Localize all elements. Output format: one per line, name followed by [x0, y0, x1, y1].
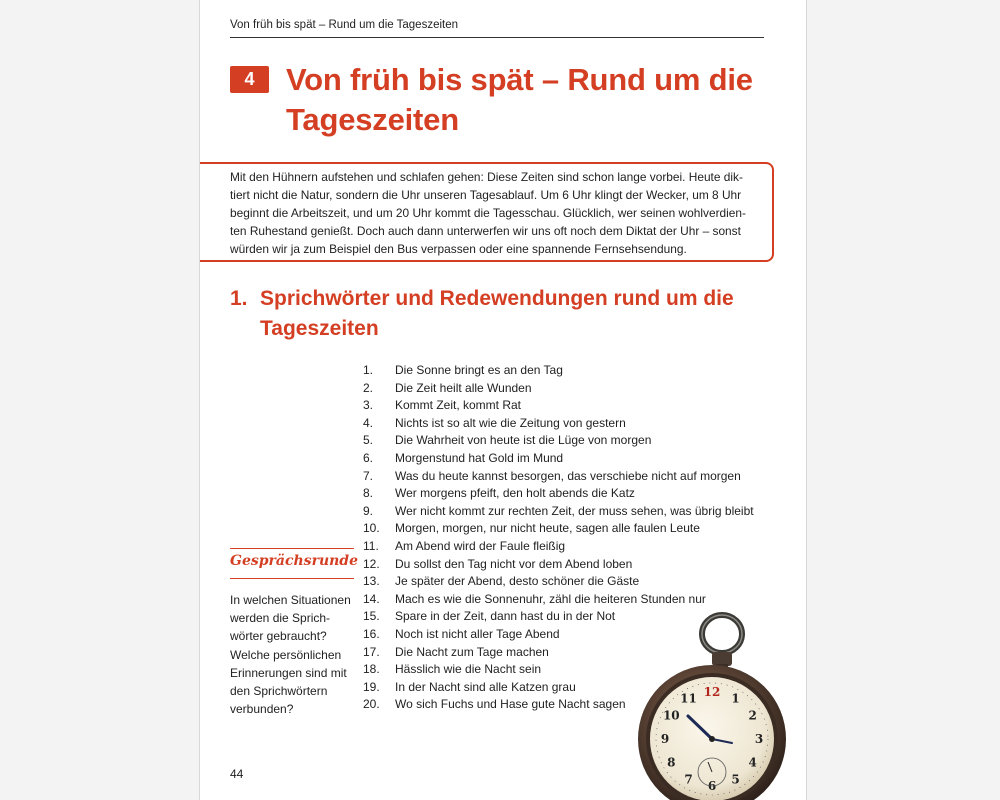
book-page	[199, 0, 807, 800]
list-item	[363, 538, 783, 556]
item-text: Morgen, morgen, nur nicht heute, sagen alle faulen Leute	[395, 521, 700, 536]
list-item	[363, 520, 783, 538]
intro-line: tiert nicht die Natur, sondern die Uhr unseren Tagesablauf. Um 6 Uhr klingt der Wecker, um 8 Uhr	[230, 188, 742, 202]
item-text: Je später der Abend, desto schöner die Gäste	[395, 574, 640, 589]
list-item	[363, 450, 783, 468]
item-text: Die Nacht zum Tage machen	[395, 644, 549, 659]
running-header: Von früh bis spät – Rund um die Tageszeiten	[230, 19, 459, 31]
sidebar-line: Welche persönlichen	[230, 647, 342, 662]
item-number: 9.	[363, 503, 374, 518]
item-text: Kommt Zeit, kommt Rat	[395, 398, 522, 413]
list-item	[363, 485, 783, 503]
dial-numeral: 10	[662, 708, 680, 723]
item-text: Was du heute kannst besorgen, das verschiebe nicht auf morgen	[395, 468, 741, 483]
item-number: 16.	[363, 626, 380, 641]
dial-numeral: 7	[684, 772, 693, 787]
item-text: Hässlich wie die Nacht sein	[395, 662, 542, 677]
chapter-number-badge: 4	[230, 66, 269, 93]
item-text: Wo sich Fuchs und Hase gute Nacht sagen	[395, 697, 626, 712]
dial-numeral: 12	[703, 685, 721, 699]
item-number: 10.	[363, 521, 380, 536]
intro-text	[230, 168, 765, 258]
dial-numeral: 1	[731, 691, 740, 706]
item-text: Wer nicht kommt zur rechten Zeit, der muss sehen, was übrig bleibt	[395, 503, 754, 518]
dial-numeral: 11	[680, 691, 697, 706]
item-number: 5.	[363, 433, 374, 448]
item-number: 2.	[363, 380, 374, 395]
watch-center-pin	[709, 736, 715, 742]
item-number: 1.	[363, 363, 374, 377]
intro-line: Mit den Hühnern aufstehen und schlafen gehen: Diese Zeiten sind schon lange vorbei. Heute dik-	[230, 170, 743, 184]
item-text: Nichts ist so alt wie die Zeitung von gestern	[395, 415, 626, 430]
sidebar-line: verbunden?	[230, 702, 294, 717]
item-text: Die Wahrheit von heute ist die Lüge von morgen	[395, 433, 652, 448]
item-text: Die Zeit heilt alle Wunden	[395, 380, 532, 395]
dial-numeral: 6	[707, 779, 717, 793]
item-number: 14.	[363, 591, 380, 606]
item-number: 7.	[363, 468, 374, 483]
item-number: 18.	[363, 662, 380, 677]
list-item	[363, 573, 783, 591]
item-number: 13.	[363, 574, 380, 589]
dial-numeral: 5	[731, 772, 740, 787]
list-item	[363, 397, 783, 415]
item-text: Wer morgens pfeift, den holt abends die Katz	[395, 486, 635, 501]
item-number: 17.	[363, 644, 380, 659]
item-number: 19.	[363, 679, 380, 694]
item-text: In der Nacht sind alle Katzen grau	[395, 679, 576, 694]
list-item	[363, 432, 783, 450]
intro-line: beginnt die Arbeitszeit, und um 20 Uhr kommt die Tagesschau. Glücklich, wer seinen wohlverdien-	[230, 206, 746, 220]
item-number: 15.	[363, 609, 380, 624]
intro-line: ten Ruhestand genießt. Doch auch dann unterwerfen wir uns oft noch dem Diktat der Uhr – sonst	[230, 224, 741, 238]
pocket-watch-icon	[604, 612, 806, 800]
item-text: Die Sonne bringt es an den Tag	[395, 363, 563, 377]
list-item	[363, 591, 783, 609]
item-text: Mach es wie die Sonnenuhr, zähl die heiteren Stunden nur	[395, 591, 706, 606]
list-item	[363, 556, 783, 574]
list-item	[363, 362, 783, 380]
item-number: 8.	[363, 486, 374, 501]
item-text: Noch ist nicht aller Tage Abend	[395, 626, 560, 641]
sidebar-line: werden die Sprich-	[230, 611, 331, 626]
item-number: 11.	[363, 538, 379, 553]
sidebar-title: Gesprächsrunde	[230, 553, 358, 569]
item-text: Am Abend wird der Faule fleißig	[395, 538, 566, 553]
sidebar-line: den Sprichwörtern	[230, 684, 328, 699]
sidebar-bottom-rule	[230, 578, 354, 579]
dial-numeral: 8	[667, 755, 676, 770]
page-number: 44	[230, 767, 244, 781]
item-text: Spare in der Zeit, dann hast du in der Not	[395, 609, 616, 624]
dial-numeral: 2	[748, 708, 757, 723]
sidebar-line: Erinnerungen sind mit	[230, 665, 347, 680]
list-item	[363, 503, 783, 521]
sidebar-top-rule	[230, 548, 354, 549]
watch-bow-highlight	[702, 615, 742, 653]
sidebar-line: wörter gebraucht?	[230, 629, 327, 644]
intro-line: würden wir ja zum Beispiel den Bus verpassen oder eine spannende Fernsehsendung.	[230, 242, 687, 256]
item-number: 6.	[363, 450, 374, 465]
item-text: Du sollst den Tag nicht vor dem Abend loben	[395, 556, 633, 571]
dial-numeral: 4	[748, 755, 757, 770]
item-number: 3.	[363, 398, 374, 413]
section-title: Sprichwörter und Redewendungen rund um die Tageszeiten	[260, 287, 734, 340]
list-item	[363, 468, 783, 486]
list-item	[363, 415, 783, 433]
header-rule	[230, 37, 764, 38]
sidebar-line: In welchen Situationen	[230, 593, 351, 607]
sidebar-text	[230, 591, 360, 718]
item-number: 20.	[363, 697, 380, 712]
dial-numeral: 3	[754, 732, 764, 746]
item-number: 4.	[363, 415, 374, 430]
item-number: 12.	[363, 556, 380, 571]
watch-crown	[712, 652, 732, 666]
list-item	[363, 380, 783, 398]
dial-numeral: 9	[660, 732, 670, 746]
item-text: Morgenstund hat Gold im Mund	[395, 450, 564, 465]
chapter-title: Von früh bis spät – Rund um die Tageszeiten	[286, 62, 753, 137]
section-number: 1.	[230, 287, 248, 310]
